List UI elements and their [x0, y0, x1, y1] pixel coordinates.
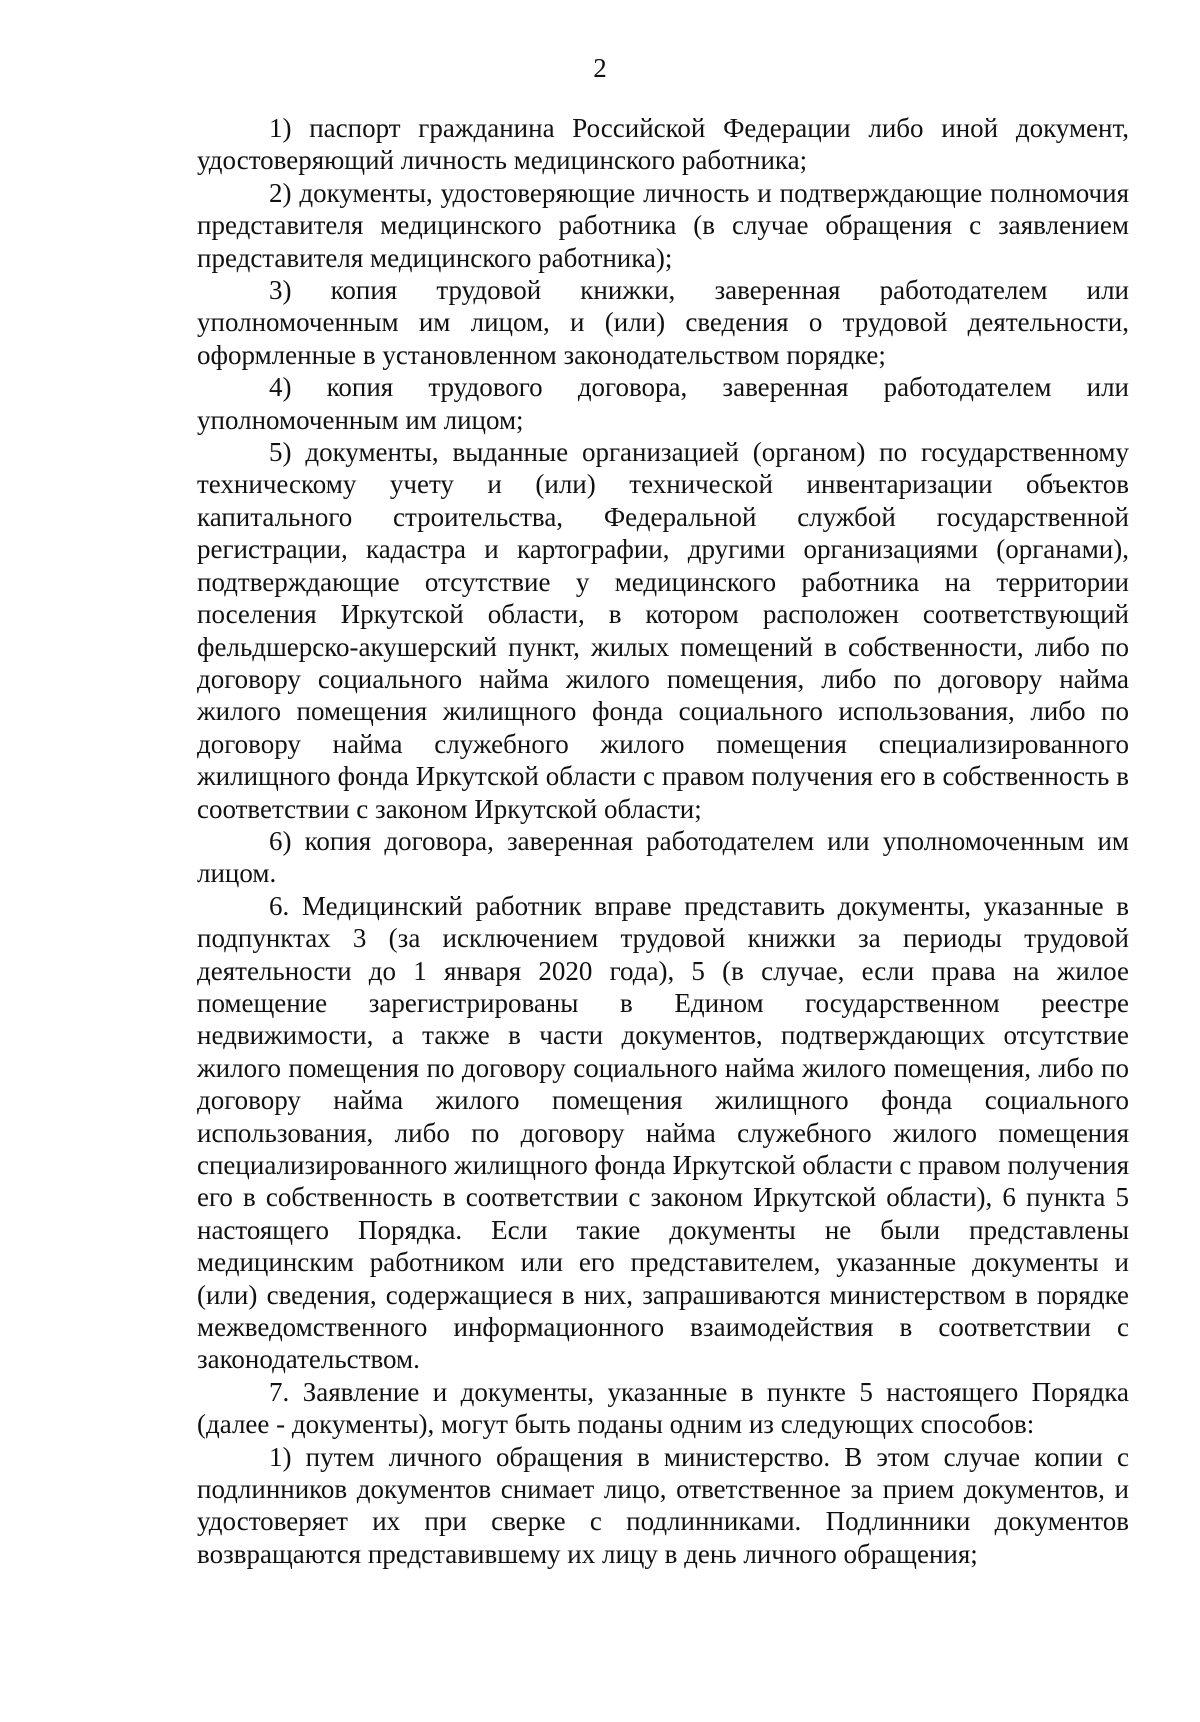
paragraph-item-5-housing-documents: 5) документы, выданные организацией (органом) по государственному техническому учету и (или) технической инвентаризации объектов капитального строительства, Федеральной службой государственной регистрации, кадастра и картографии, другими организациями (органами), подтверждающие отсутствие у медицинского работника на территории поселения Иркутской области, в котором расположен соответствующий фельдшерско-акушерский пункт, жилых помещений в собственности, либо по договору социального найма жилого помещения, либо по договору найма жилого помещения жилищного фонда социального использования, либо по договору найма служебного жилого помещения специализированного жилищного фонда Иркутской области с правом получения его в собственность в соответствии с законом Иркутской области; [197, 437, 1129, 824]
document-body [197, 112, 1129, 1570]
paragraph-item-3-employment-record-copy: 3) копия трудовой книжки, заверенная работодателем или уполномоченным им лицом, и (или) сведения о трудовой деятельности, оформленные в установленном законодательством порядке; [197, 275, 1129, 370]
paragraph-item-2-representative-documents: 2) документы, удостоверяющие личность и подтверждающие полномочия представителя медицинского работника (в случае обращения с заявлением представителя медицинского работника); [197, 177, 1129, 273]
paragraph-item-4-labor-contract-copy: 4) копия трудового договора, заверенная работодателем или уполномоченным им лицом; [197, 372, 1129, 435]
page-number: 2 [593, 53, 607, 83]
paragraph-clause-6: 6. Медицинский работник вправе представить документы, указанные в подпунктах 3 (за исключением трудовой книжки за периоды трудовой деятельности до 1 января 2020 года), 5 (в случае, если права на жилое помещение зарегистрированы в Едином государственном реестре недвижимости, а также в части документов, подтверждающих отсутствие жилого помещения по договору социального найма жилого помещения, либо по договору найма жилого помещения жилищного фонда социального использования, либо по договору найма служебного жилого помещения специализированного жилищного фонда Иркутской области с правом получения его в собственность в соответствии с законом Иркутской области), 6 пункта 5 настоящего Порядка. Если такие документы не были представлены медицинским работником или его представителем, указанные документы и (или) сведения, содержащиеся в них, запрашиваются министерством в порядке межведомственного информационного взаимодействия в соответствии с законодательством. [197, 890, 1129, 1375]
paragraph-clause-7: 7. Заявление и документы, указанные в пункте 5 настоящего Порядка (далее - документы), могут быть поданы одним из следующих способов: [197, 1376, 1129, 1440]
paragraph-item-6-contract-copy: 6) копия договора, заверенная работодателем или уполномоченным им лицом. [197, 825, 1129, 889]
paragraph-clause-7-item-1: 1) путем личного обращения в министерство. В этом случае копии с подлинников документов снимает лицо, ответственное за прием документов, и удостоверяет их при сверке с подлинниками. Подлинники документов возвращаются представившему их лицу в день личного обращения; [197, 1441, 1129, 1569]
paragraph-item-1-passport: 1) паспорт гражданина Российской Федерации либо иной документ, удостоверяющий личность медицинского работника; [197, 113, 1129, 176]
